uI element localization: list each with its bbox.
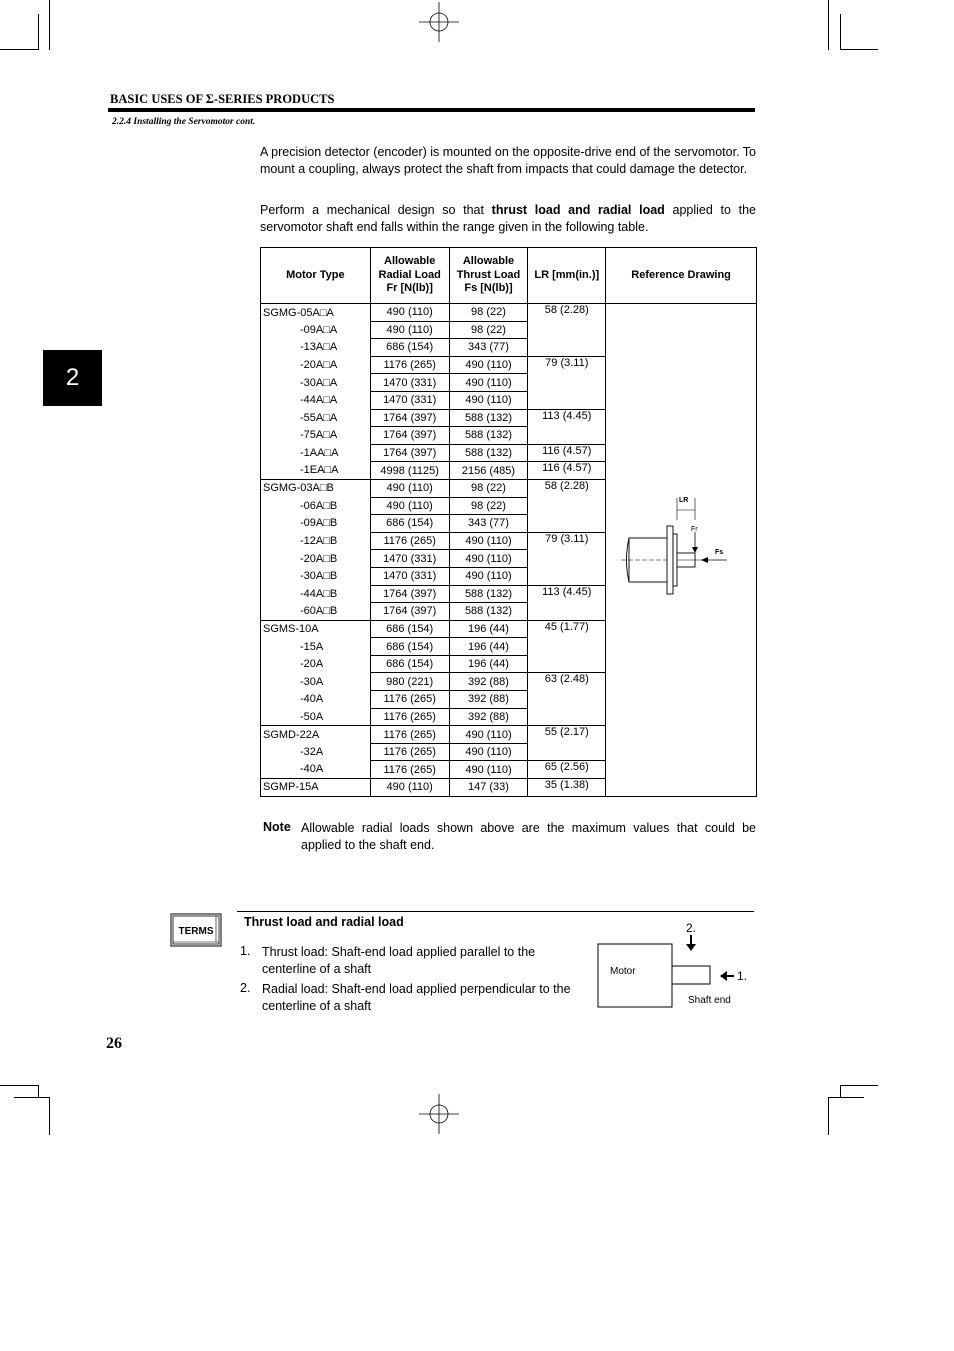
cell-motor-type: -40A	[261, 691, 371, 709]
cell-motor-type: -30A□A	[261, 374, 371, 392]
crop-mark-bl-h	[0, 1085, 38, 1086]
crop-mark-br-v	[828, 1097, 829, 1135]
cell-motor-type: SGMP-15A	[261, 779, 371, 797]
cell-radial-load: 1470 (331)	[370, 374, 449, 392]
diagram-label-1: 1.	[737, 969, 748, 983]
cell-motor-type: -40A	[261, 761, 371, 779]
cell-thrust-load: 490 (110)	[449, 550, 528, 568]
cell-lr: 116 (4.57)	[528, 444, 606, 462]
terms-title: Thrust load and radial load	[244, 915, 404, 929]
crop-mark-br-v2	[840, 1085, 841, 1097]
cell-lr: 63 (2.48)	[528, 673, 606, 726]
cell-motor-type: -1AA□A	[261, 444, 371, 462]
cell-motor-type: -12A□B	[261, 532, 371, 550]
cell-motor-type: -50A	[261, 708, 371, 726]
chapter-tab: 2	[43, 350, 102, 406]
cell-lr: 35 (1.38)	[528, 779, 606, 797]
cell-thrust-load: 490 (110)	[449, 374, 528, 392]
cell-thrust-load: 490 (110)	[449, 567, 528, 585]
header-rule	[108, 108, 755, 112]
cell-radial-load: 1176 (265)	[370, 761, 449, 779]
cell-thrust-load: 392 (88)	[449, 673, 528, 691]
cell-radial-load: 1176 (265)	[370, 356, 449, 374]
header-thrust-load: Allowable Thrust Load Fs [N(lb)]	[449, 248, 528, 304]
cell-radial-load: 1470 (331)	[370, 567, 449, 585]
radial-arrow-icon	[686, 944, 696, 951]
intro-paragraph-2-end: applied to the servomotor shaft end falls within the range given in the following table.	[260, 203, 756, 234]
terms-item-1-number: 1.	[240, 944, 251, 958]
cell-radial-load: 1176 (265)	[370, 532, 449, 550]
cell-thrust-load: 588 (132)	[449, 585, 528, 603]
cell-radial-load: 490 (110)	[370, 779, 449, 797]
cell-thrust-load: 490 (110)	[449, 532, 528, 550]
crop-mark-br-h	[840, 1085, 878, 1086]
crop-mark-tr-v	[828, 0, 829, 50]
cell-thrust-load: 98 (22)	[449, 321, 528, 339]
cell-radial-load: 686 (154)	[370, 620, 449, 638]
cell-radial-load: 490 (110)	[370, 321, 449, 339]
cell-thrust-load: 588 (132)	[449, 409, 528, 427]
cell-thrust-load: 490 (110)	[449, 391, 528, 409]
cell-radial-load: 1176 (265)	[370, 708, 449, 726]
thrust-arrow-icon	[720, 971, 727, 981]
cell-motor-type: SGMG-03A□B	[261, 479, 371, 497]
cell-thrust-load: 147 (33)	[449, 779, 528, 797]
cell-lr: 58 (2.28)	[528, 479, 606, 532]
drawing-label-lr: LR	[679, 496, 689, 504]
cell-lr: 65 (2.56)	[528, 761, 606, 779]
cell-lr: 79 (3.11)	[528, 356, 606, 409]
cell-lr: 55 (2.17)	[528, 726, 606, 761]
crop-mark-bl-v	[49, 1097, 50, 1135]
drawing-label-fs: Fs	[715, 548, 724, 556]
cell-motor-type: -55A□A	[261, 409, 371, 427]
cell-motor-type: -20A□B	[261, 550, 371, 568]
cell-thrust-load: 343 (77)	[449, 515, 528, 533]
note-text: Allowable radial loads shown above are the maximum values that could be applied to the shaft end.	[301, 821, 756, 852]
cell-motor-type: -15A	[261, 638, 371, 656]
cell-lr: 113 (4.45)	[528, 585, 606, 620]
crop-mark-bl-v2	[38, 1085, 39, 1097]
crop-mark-tr-h	[840, 49, 878, 50]
cell-thrust-load: 490 (110)	[449, 356, 528, 374]
cell-radial-load: 4998 (1125)	[370, 462, 449, 480]
registration-mark-top	[419, 2, 459, 42]
terms-item-2-number: 2.	[240, 981, 251, 995]
cell-lr: 116 (4.57)	[528, 462, 606, 480]
load-spec-table	[260, 247, 757, 797]
cell-lr: 113 (4.45)	[528, 409, 606, 444]
cell-radial-load: 1176 (265)	[370, 691, 449, 709]
registration-mark-bottom	[419, 1094, 459, 1134]
subsection-label: 2.2.4 Installing the Servomotor cont.	[112, 117, 256, 127]
cell-radial-load: 1764 (397)	[370, 603, 449, 621]
cell-thrust-load: 490 (110)	[449, 726, 528, 744]
cell-motor-type: -09A□A	[261, 321, 371, 339]
cell-thrust-load: 588 (132)	[449, 427, 528, 445]
cell-thrust-load: 98 (22)	[449, 304, 528, 322]
crop-mark-br-h2	[828, 1097, 864, 1098]
cell-radial-load: 490 (110)	[370, 304, 449, 322]
reference-drawing-shaft	[621, 490, 741, 610]
cell-reference-drawing	[606, 304, 757, 797]
cell-motor-type: SGMG-05A□A	[261, 304, 371, 322]
section-title: BASIC USES OF Σ-SERIES PRODUCTS	[110, 92, 335, 106]
cell-thrust-load: 392 (88)	[449, 708, 528, 726]
cell-lr: 79 (3.11)	[528, 532, 606, 585]
cell-radial-load: 490 (110)	[370, 479, 449, 497]
cell-thrust-load: 343 (77)	[449, 339, 528, 357]
cell-radial-load: 1764 (397)	[370, 427, 449, 445]
intro-paragraph-1: A precision detector (encoder) is mounted on the opposite-drive end of the servomotor. To mount a coupling, always protect the shaft from impacts that could damage the detector.	[260, 145, 756, 176]
diagram-shaft-end-label: Shaft end	[688, 995, 731, 1006]
crop-mark-tl-v	[49, 0, 50, 50]
terms-item-2-text: Radial load: Shaft-end load applied perpendicular to the centerline of a shaft	[262, 982, 571, 1013]
cell-radial-load: 1764 (397)	[370, 409, 449, 427]
cell-thrust-load: 196 (44)	[449, 620, 528, 638]
header-radial-load: Allowable Radial Load Fr [N(lb)]	[370, 248, 449, 304]
cell-motor-type: -30A	[261, 673, 371, 691]
cell-lr: 58 (2.28)	[528, 304, 606, 357]
cell-motor-type: -44A□B	[261, 585, 371, 603]
table-row	[261, 304, 757, 322]
cell-thrust-load: 98 (22)	[449, 479, 528, 497]
cell-radial-load: 1764 (397)	[370, 585, 449, 603]
note-label: Note	[263, 820, 291, 834]
cell-thrust-load: 490 (110)	[449, 761, 528, 779]
drawing-label-fr: Fr	[691, 525, 698, 533]
cell-motor-type: -60A□B	[261, 603, 371, 621]
cell-radial-load: 1764 (397)	[370, 444, 449, 462]
terms-icon-label: TERMS	[178, 926, 214, 937]
cell-motor-type: -1EA□A	[261, 462, 371, 480]
header-lr: LR [mm(in.)]	[528, 248, 606, 304]
cell-motor-type: -20A□A	[261, 356, 371, 374]
cell-thrust-load: 588 (132)	[449, 444, 528, 462]
intro-paragraph-2-start: Perform a mechanical design so that	[260, 203, 492, 217]
cell-thrust-load: 392 (88)	[449, 691, 528, 709]
cell-thrust-load: 2156 (485)	[449, 462, 528, 480]
cell-radial-load: 490 (110)	[370, 497, 449, 515]
cell-radial-load: 686 (154)	[370, 339, 449, 357]
cell-motor-type: -32A	[261, 743, 371, 761]
cell-radial-load: 1176 (265)	[370, 726, 449, 744]
intro-paragraph-2	[260, 202, 756, 235]
table-header-row	[261, 248, 757, 304]
cell-radial-load: 686 (154)	[370, 515, 449, 533]
cell-motor-type: -20A	[261, 655, 371, 673]
cell-motor-type: SGMD-22A	[261, 726, 371, 744]
cell-radial-load: 686 (154)	[370, 655, 449, 673]
cell-radial-load: 980 (221)	[370, 673, 449, 691]
cell-motor-type: SGMS-10A	[261, 620, 371, 638]
terms-item-1-text: Thrust load: Shaft-end load applied parallel to the centerline of a shaft	[262, 945, 536, 976]
crop-mark-tl-h	[0, 49, 38, 50]
cell-thrust-load: 196 (44)	[449, 638, 528, 656]
cell-motor-type: -75A□A	[261, 427, 371, 445]
page-number: 26	[106, 1035, 122, 1052]
cell-radial-load: 686 (154)	[370, 638, 449, 656]
cell-thrust-load: 588 (132)	[449, 603, 528, 621]
thrust-radial-diagram	[590, 915, 760, 1015]
cell-radial-load: 1176 (265)	[370, 743, 449, 761]
crop-mark-tr-v2	[840, 14, 841, 50]
crop-mark-bl-h2	[14, 1097, 50, 1098]
cell-thrust-load: 196 (44)	[449, 655, 528, 673]
cell-motor-type: -09A□B	[261, 515, 371, 533]
cell-radial-load: 1470 (331)	[370, 550, 449, 568]
crop-mark-tl-v2	[38, 14, 39, 50]
cell-motor-type: -06A□B	[261, 497, 371, 515]
diagram-label-2: 2.	[686, 921, 697, 935]
diagram-motor-label: Motor	[610, 966, 636, 977]
cell-thrust-load: 98 (22)	[449, 497, 528, 515]
terms-book-icon	[170, 913, 222, 947]
cell-radial-load: 1470 (331)	[370, 391, 449, 409]
cell-motor-type: -30A□B	[261, 567, 371, 585]
cell-motor-type: -13A□A	[261, 339, 371, 357]
cell-thrust-load: 490 (110)	[449, 743, 528, 761]
terms-rule	[237, 911, 754, 912]
cell-lr: 45 (1.77)	[528, 620, 606, 673]
cell-motor-type: -44A□A	[261, 391, 371, 409]
intro-paragraph-2-bold: thrust load and radial load	[491, 203, 665, 217]
header-reference-drawing: Reference Drawing	[606, 248, 757, 304]
header-motor-type: Motor Type	[261, 248, 371, 304]
